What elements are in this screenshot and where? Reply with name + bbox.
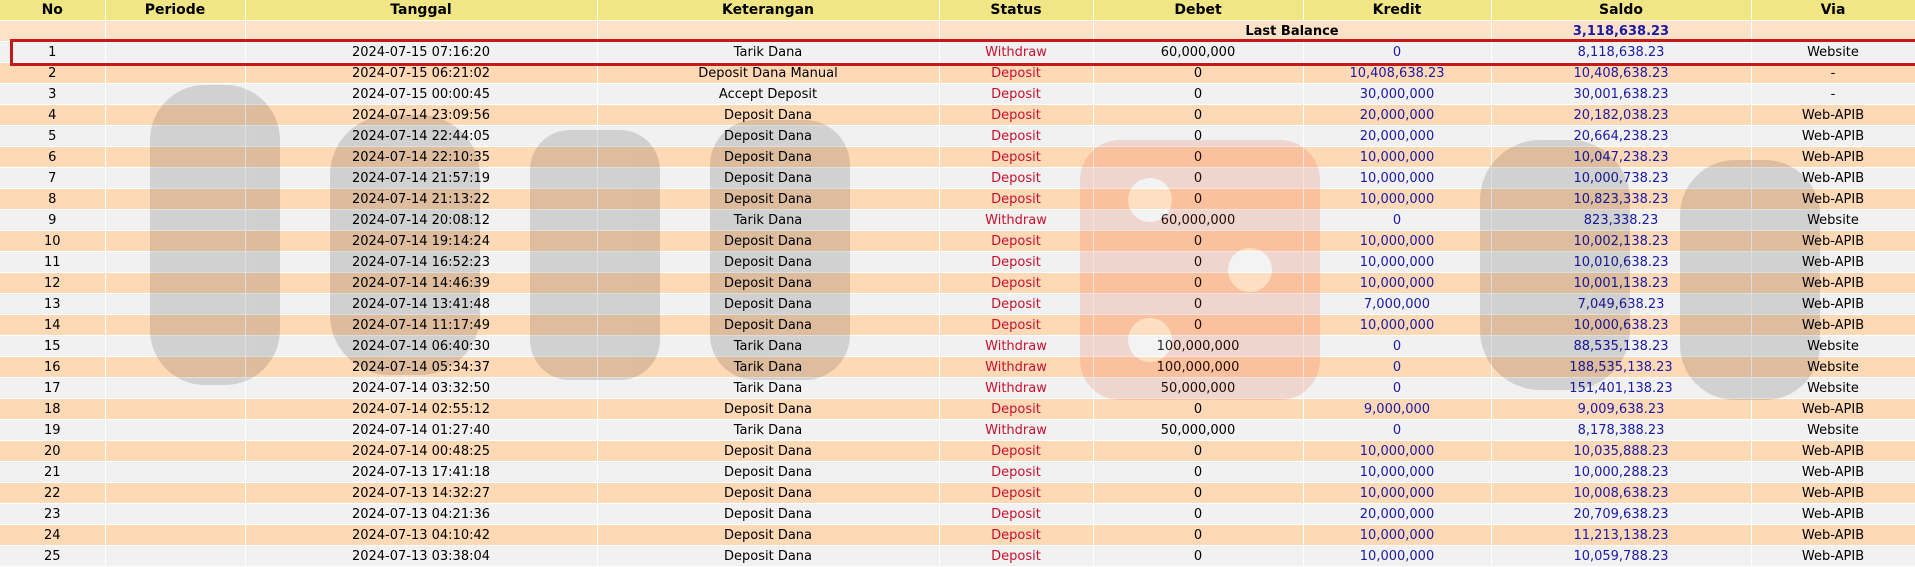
cell-tanggal: 2024-07-14 21:13:22 (245, 189, 597, 210)
cell-tanggal: 2024-07-14 03:32:50 (245, 378, 597, 399)
cell-debet: 60,000,000 (1093, 42, 1303, 63)
cell-saldo: 20,709,638.23 (1491, 504, 1751, 525)
cell-debet: 0 (1093, 273, 1303, 294)
cell-saldo: 20,664,238.23 (1491, 126, 1751, 147)
cell-periode (105, 357, 245, 378)
cell-debet: 0 (1093, 168, 1303, 189)
cell-saldo: 10,059,788.23 (1491, 546, 1751, 567)
cell-no: 10 (0, 231, 105, 252)
table-row[interactable] (0, 273, 1915, 294)
cell-periode (105, 336, 245, 357)
cell-via: Web-APIB (1751, 294, 1915, 315)
cell-tanggal: 2024-07-14 19:14:24 (245, 231, 597, 252)
cell-no: 9 (0, 210, 105, 231)
cell-keterangan: Deposit Dana (597, 441, 939, 462)
cell-no: 7 (0, 168, 105, 189)
cell-status: Withdraw (939, 420, 1093, 441)
cell-keterangan: Deposit Dana (597, 168, 939, 189)
cell-periode (105, 399, 245, 420)
header-keterangan[interactable]: Keterangan (597, 0, 939, 21)
cell-tanggal: 2024-07-13 17:41:18 (245, 462, 597, 483)
cell-tanggal: 2024-07-14 22:44:05 (245, 126, 597, 147)
cell-kredit: 10,000,000 (1303, 546, 1491, 567)
cell-no: 6 (0, 147, 105, 168)
cell-via: Web-APIB (1751, 273, 1915, 294)
cell-kredit: 10,000,000 (1303, 315, 1491, 336)
cell-periode (105, 84, 245, 105)
cell-status: Deposit (939, 315, 1093, 336)
cell-debet: 0 (1093, 294, 1303, 315)
cell-kredit: 0 (1303, 210, 1491, 231)
cell-status: Deposit (939, 189, 1093, 210)
cell-tanggal: 2024-07-14 06:40:30 (245, 336, 597, 357)
cell-no: 22 (0, 483, 105, 504)
cell-debet: 0 (1093, 252, 1303, 273)
cell-debet: 100,000,000 (1093, 357, 1303, 378)
header-periode[interactable]: Periode (105, 0, 245, 21)
cell-keterangan: Deposit Dana (597, 231, 939, 252)
cell-saldo: 10,010,638.23 (1491, 252, 1751, 273)
cell-tanggal: 2024-07-14 21:57:19 (245, 168, 597, 189)
header-saldo[interactable]: Saldo (1491, 0, 1751, 21)
cell-via: Website (1751, 357, 1915, 378)
cell-no: 21 (0, 462, 105, 483)
table-row[interactable] (0, 210, 1915, 231)
cell-kredit: 0 (1303, 420, 1491, 441)
cell-via: - (1751, 84, 1915, 105)
table-row[interactable] (0, 294, 1915, 315)
cell-kredit: 20,000,000 (1303, 105, 1491, 126)
last-balance-spacer (105, 21, 245, 42)
cell-no: 5 (0, 126, 105, 147)
cell-kredit: 0 (1303, 336, 1491, 357)
cell-keterangan: Deposit Dana (597, 462, 939, 483)
header-debet[interactable]: Debet (1093, 0, 1303, 21)
cell-via: Web-APIB (1751, 441, 1915, 462)
cell-debet: 0 (1093, 189, 1303, 210)
cell-no: 18 (0, 399, 105, 420)
cell-kredit: 0 (1303, 42, 1491, 63)
cell-periode (105, 210, 245, 231)
cell-periode (105, 525, 245, 546)
cell-status: Deposit (939, 525, 1093, 546)
cell-periode (105, 441, 245, 462)
cell-saldo: 823,338.23 (1491, 210, 1751, 231)
cell-status: Deposit (939, 147, 1093, 168)
table-row[interactable] (0, 231, 1915, 252)
cell-periode (105, 168, 245, 189)
cell-via: Web-APIB (1751, 126, 1915, 147)
cell-via: Web-APIB (1751, 546, 1915, 567)
cell-keterangan: Tarik Dana (597, 42, 939, 63)
table-row[interactable] (0, 63, 1915, 84)
cell-debet: 0 (1093, 525, 1303, 546)
header-via[interactable]: Via (1751, 0, 1915, 21)
cell-tanggal: 2024-07-14 14:46:39 (245, 273, 597, 294)
cell-periode (105, 273, 245, 294)
cell-kredit: 10,000,000 (1303, 441, 1491, 462)
cell-kredit: 10,000,000 (1303, 189, 1491, 210)
table-row[interactable] (0, 399, 1915, 420)
cell-debet: 0 (1093, 315, 1303, 336)
cell-via: Web-APIB (1751, 525, 1915, 546)
cell-periode (105, 147, 245, 168)
cell-status: Withdraw (939, 336, 1093, 357)
cell-status: Deposit (939, 63, 1093, 84)
cell-via: Web-APIB (1751, 231, 1915, 252)
table-row[interactable] (0, 147, 1915, 168)
cell-status: Deposit (939, 126, 1093, 147)
table-header (0, 0, 1915, 21)
cell-periode (105, 252, 245, 273)
cell-saldo: 10,000,738.23 (1491, 168, 1751, 189)
cell-no: 25 (0, 546, 105, 567)
table-row[interactable] (0, 252, 1915, 273)
cell-saldo: 10,047,238.23 (1491, 147, 1751, 168)
cell-saldo: 30,001,638.23 (1491, 84, 1751, 105)
cell-keterangan: Deposit Dana (597, 546, 939, 567)
cell-no: 15 (0, 336, 105, 357)
cell-periode (105, 63, 245, 84)
cell-tanggal: 2024-07-13 04:21:36 (245, 504, 597, 525)
cell-via: Website (1751, 420, 1915, 441)
header-kredit[interactable]: Kredit (1303, 0, 1491, 21)
cell-keterangan: Deposit Dana (597, 126, 939, 147)
cell-keterangan: Deposit Dana (597, 147, 939, 168)
cell-no: 20 (0, 441, 105, 462)
cell-no: 2 (0, 63, 105, 84)
cell-tanggal: 2024-07-14 00:48:25 (245, 441, 597, 462)
cell-kredit: 0 (1303, 378, 1491, 399)
cell-via: Web-APIB (1751, 315, 1915, 336)
table-row[interactable] (0, 84, 1915, 105)
table-row[interactable] (0, 525, 1915, 546)
cell-status: Withdraw (939, 42, 1093, 63)
cell-keterangan: Deposit Dana (597, 105, 939, 126)
cell-no: 13 (0, 294, 105, 315)
cell-kredit: 30,000,000 (1303, 84, 1491, 105)
cell-debet: 0 (1093, 441, 1303, 462)
cell-periode (105, 483, 245, 504)
last-balance-spacer (0, 21, 105, 42)
cell-no: 24 (0, 525, 105, 546)
cell-saldo: 7,049,638.23 (1491, 294, 1751, 315)
table-row[interactable] (0, 315, 1915, 336)
table-body (0, 21, 1915, 567)
cell-debet: 0 (1093, 399, 1303, 420)
cell-tanggal: 2024-07-14 16:52:23 (245, 252, 597, 273)
cell-status: Deposit (939, 441, 1093, 462)
table-row[interactable] (0, 105, 1915, 126)
cell-keterangan: Deposit Dana (597, 294, 939, 315)
cell-kredit: 0 (1303, 357, 1491, 378)
cell-debet: 50,000,000 (1093, 420, 1303, 441)
cell-via: Web-APIB (1751, 147, 1915, 168)
cell-periode (105, 546, 245, 567)
cell-via: Website (1751, 42, 1915, 63)
cell-tanggal: 2024-07-14 13:41:48 (245, 294, 597, 315)
cell-periode (105, 378, 245, 399)
cell-status: Deposit (939, 84, 1093, 105)
cell-kredit: 10,000,000 (1303, 252, 1491, 273)
cell-no: 17 (0, 378, 105, 399)
cell-no: 3 (0, 84, 105, 105)
cell-tanggal: 2024-07-13 14:32:27 (245, 483, 597, 504)
cell-tanggal: 2024-07-15 07:16:20 (245, 42, 597, 63)
cell-periode (105, 315, 245, 336)
cell-no: 19 (0, 420, 105, 441)
table-row[interactable] (0, 357, 1915, 378)
table-row[interactable] (0, 504, 1915, 525)
cell-keterangan: Tarik Dana (597, 210, 939, 231)
cell-status: Deposit (939, 483, 1093, 504)
cell-debet: 0 (1093, 105, 1303, 126)
cell-no: 11 (0, 252, 105, 273)
cell-status: Withdraw (939, 210, 1093, 231)
cell-debet: 0 (1093, 483, 1303, 504)
last-balance-spacer (1751, 21, 1915, 42)
cell-keterangan: Accept Deposit (597, 84, 939, 105)
cell-tanggal: 2024-07-14 20:08:12 (245, 210, 597, 231)
cell-status: Deposit (939, 168, 1093, 189)
cell-tanggal: 2024-07-14 02:55:12 (245, 399, 597, 420)
cell-tanggal: 2024-07-13 03:38:04 (245, 546, 597, 567)
cell-saldo: 10,000,288.23 (1491, 462, 1751, 483)
cell-status: Deposit (939, 399, 1093, 420)
last-balance-saldo: 3,118,638.23 (1491, 21, 1751, 42)
cell-debet: 100,000,000 (1093, 336, 1303, 357)
cell-periode (105, 42, 245, 63)
cell-saldo: 188,535,138.23 (1491, 357, 1751, 378)
cell-saldo: 10,002,138.23 (1491, 231, 1751, 252)
cell-periode (105, 504, 245, 525)
cell-periode (105, 462, 245, 483)
table-row[interactable] (0, 441, 1915, 462)
cell-keterangan: Tarik Dana (597, 378, 939, 399)
table-row[interactable] (0, 42, 1915, 63)
table-row[interactable] (0, 420, 1915, 441)
cell-periode (105, 126, 245, 147)
cell-periode (105, 105, 245, 126)
cell-saldo: 88,535,138.23 (1491, 336, 1751, 357)
cell-no: 16 (0, 357, 105, 378)
cell-debet: 0 (1093, 63, 1303, 84)
cell-status: Deposit (939, 546, 1093, 567)
header-row (0, 0, 1915, 21)
cell-no: 12 (0, 273, 105, 294)
cell-status: Deposit (939, 462, 1093, 483)
cell-debet: 0 (1093, 126, 1303, 147)
cell-kredit: 10,000,000 (1303, 231, 1491, 252)
header-no[interactable]: No (0, 0, 105, 21)
table-row[interactable] (0, 378, 1915, 399)
table-row[interactable] (0, 483, 1915, 504)
cell-via: Web-APIB (1751, 252, 1915, 273)
cell-status: Withdraw (939, 357, 1093, 378)
cell-via: Web-APIB (1751, 462, 1915, 483)
cell-via: Web-APIB (1751, 483, 1915, 504)
cell-via: Website (1751, 336, 1915, 357)
cell-via: Web-APIB (1751, 399, 1915, 420)
cell-via: Website (1751, 378, 1915, 399)
cell-keterangan: Tarik Dana (597, 336, 939, 357)
cell-status: Deposit (939, 105, 1093, 126)
cell-via: Web-APIB (1751, 168, 1915, 189)
cell-tanggal: 2024-07-14 22:10:35 (245, 147, 597, 168)
cell-periode (105, 294, 245, 315)
cell-keterangan: Deposit Dana (597, 315, 939, 336)
cell-saldo: 8,178,388.23 (1491, 420, 1751, 441)
table-row[interactable] (0, 336, 1915, 357)
cell-debet: 60,000,000 (1093, 210, 1303, 231)
cell-keterangan: Deposit Dana (597, 273, 939, 294)
cell-kredit: 10,000,000 (1303, 168, 1491, 189)
cell-saldo: 10,008,638.23 (1491, 483, 1751, 504)
table-row[interactable] (0, 168, 1915, 189)
table-row[interactable] (0, 126, 1915, 147)
cell-kredit: 20,000,000 (1303, 126, 1491, 147)
header-status[interactable]: Status (939, 0, 1093, 21)
cell-no: 23 (0, 504, 105, 525)
cell-kredit: 9,000,000 (1303, 399, 1491, 420)
cell-status: Deposit (939, 294, 1093, 315)
cell-keterangan: Deposit Dana (597, 504, 939, 525)
cell-kredit: 10,000,000 (1303, 483, 1491, 504)
cell-via: Web-APIB (1751, 105, 1915, 126)
cell-kredit: 10,000,000 (1303, 273, 1491, 294)
cell-kredit: 7,000,000 (1303, 294, 1491, 315)
cell-keterangan: Deposit Dana (597, 525, 939, 546)
cell-tanggal: 2024-07-14 05:34:37 (245, 357, 597, 378)
cell-via: Web-APIB (1751, 504, 1915, 525)
last-balance-row (0, 21, 1915, 42)
cell-keterangan: Deposit Dana (597, 189, 939, 210)
cell-kredit: 10,000,000 (1303, 462, 1491, 483)
cell-keterangan: Deposit Dana Manual (597, 63, 939, 84)
cell-saldo: 11,213,138.23 (1491, 525, 1751, 546)
cell-debet: 0 (1093, 504, 1303, 525)
cell-periode (105, 420, 245, 441)
cell-via: - (1751, 63, 1915, 84)
cell-saldo: 9,009,638.23 (1491, 399, 1751, 420)
cell-via: Website (1751, 210, 1915, 231)
cell-saldo: 10,823,338.23 (1491, 189, 1751, 210)
table-row[interactable] (0, 462, 1915, 483)
cell-no: 8 (0, 189, 105, 210)
cell-kredit: 10,000,000 (1303, 147, 1491, 168)
cell-no: 14 (0, 315, 105, 336)
cell-status: Deposit (939, 231, 1093, 252)
header-tanggal[interactable]: Tanggal (245, 0, 597, 21)
last-balance-label: Last Balance (1093, 21, 1491, 42)
last-balance-spacer (939, 21, 1093, 42)
table-row[interactable] (0, 189, 1915, 210)
cell-keterangan: Deposit Dana (597, 483, 939, 504)
cell-debet: 0 (1093, 546, 1303, 567)
cell-periode (105, 189, 245, 210)
cell-keterangan: Deposit Dana (597, 252, 939, 273)
cell-debet: 0 (1093, 231, 1303, 252)
cell-status: Deposit (939, 252, 1093, 273)
cell-status: Deposit (939, 273, 1093, 294)
cell-saldo: 10,001,138.23 (1491, 273, 1751, 294)
cell-tanggal: 2024-07-15 06:21:02 (245, 63, 597, 84)
cell-tanggal: 2024-07-14 11:17:49 (245, 315, 597, 336)
cell-via: Web-APIB (1751, 189, 1915, 210)
cell-kredit: 20,000,000 (1303, 504, 1491, 525)
cell-saldo: 8,118,638.23 (1491, 42, 1751, 63)
cell-keterangan: Deposit Dana (597, 399, 939, 420)
table-row[interactable] (0, 546, 1915, 567)
cell-saldo: 151,401,138.23 (1491, 378, 1751, 399)
last-balance-spacer (245, 21, 597, 42)
cell-no: 4 (0, 105, 105, 126)
cell-status: Deposit (939, 504, 1093, 525)
cell-tanggal: 2024-07-14 01:27:40 (245, 420, 597, 441)
cell-kredit: 10,000,000 (1303, 525, 1491, 546)
cell-debet: 50,000,000 (1093, 378, 1303, 399)
cell-tanggal: 2024-07-13 04:10:42 (245, 525, 597, 546)
cell-debet: 0 (1093, 147, 1303, 168)
cell-periode (105, 231, 245, 252)
cell-tanggal: 2024-07-14 23:09:56 (245, 105, 597, 126)
cell-debet: 0 (1093, 462, 1303, 483)
cell-no: 1 (0, 42, 105, 63)
last-balance-spacer (597, 21, 939, 42)
cell-saldo: 10,408,638.23 (1491, 63, 1751, 84)
cell-saldo: 20,182,038.23 (1491, 105, 1751, 126)
cell-saldo: 10,000,638.23 (1491, 315, 1751, 336)
cell-debet: 0 (1093, 84, 1303, 105)
cell-status: Withdraw (939, 378, 1093, 399)
cell-keterangan: Tarik Dana (597, 420, 939, 441)
cell-saldo: 10,035,888.23 (1491, 441, 1751, 462)
cell-tanggal: 2024-07-15 00:00:45 (245, 84, 597, 105)
cell-keterangan: Tarik Dana (597, 357, 939, 378)
cell-kredit: 10,408,638.23 (1303, 63, 1491, 84)
